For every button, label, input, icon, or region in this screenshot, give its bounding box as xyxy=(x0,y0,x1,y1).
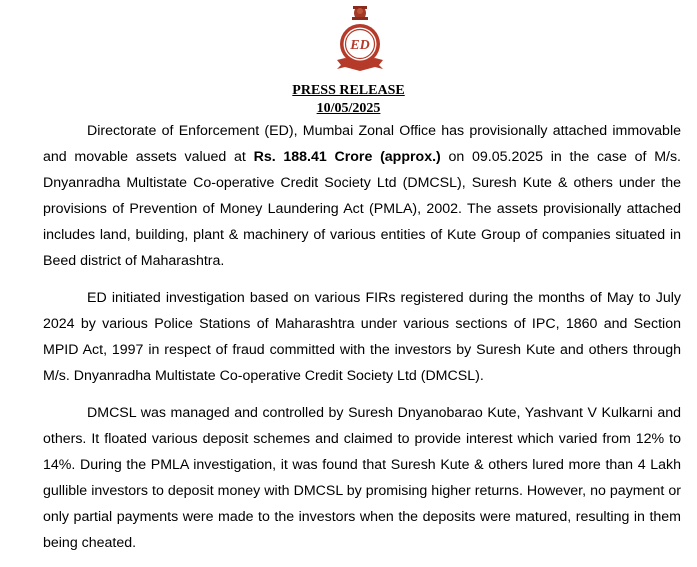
release-body xyxy=(43,118,681,567)
release-date: 10/05/2025 xyxy=(316,101,381,116)
svg-text:ED: ED xyxy=(350,38,370,53)
paragraph-1: Directorate of Enforcement (ED), Mumbai Zonal Office has provisionally attached immovable and movable assets valued at Rs. 188.41 Crore (approx.) on 09.05.2025 in the case of M/s. Dnyanradha Multistate Co-operative Credit Society Ltd (DMCSL), Suresh Kute & others under the provisions of Prevention of Money Laundering Act (PMLA), 2002. The assets provisionally attached includes land, building, plant & machinery of various entities of Kute Group of companies situated in Beed district of Maharashtra. xyxy=(43,123,681,269)
paragraph-2: ED initiated investigation based on various FIRs registered during the months of May to July 2024 by various Police Stations of Maharashtra under various sections of IPC, 1860 and Section MPID Act, 1997 in respect of fraud committed with the investors by Suresh Kute and others through M/s. Dnyanradha Multistate Co-operative Credit Society Ltd (DMCSL). xyxy=(43,290,681,384)
page-title: PRESS RELEASE xyxy=(292,83,405,98)
enforcement-directorate-emblem-icon xyxy=(331,2,389,74)
attached-value: Rs. 188.41 Crore (approx.) xyxy=(253,149,441,165)
paragraph-3: DMCSL was managed and controlled by Suresh Dnyanobarao Kute, Yashvant V Kulkarni and others. It floated various deposit schemes and claimed to provide interest which varied from 12% to 14%. During the PMLA investigation, it was found that Suresh Kute & others lured more than 4 Lakh gullible investors to deposit money with DMCSL by promising higher returns. However, no payment or only partial payments were made to the investors when the deposits were matured, resulting in them being cheated. xyxy=(43,405,681,551)
